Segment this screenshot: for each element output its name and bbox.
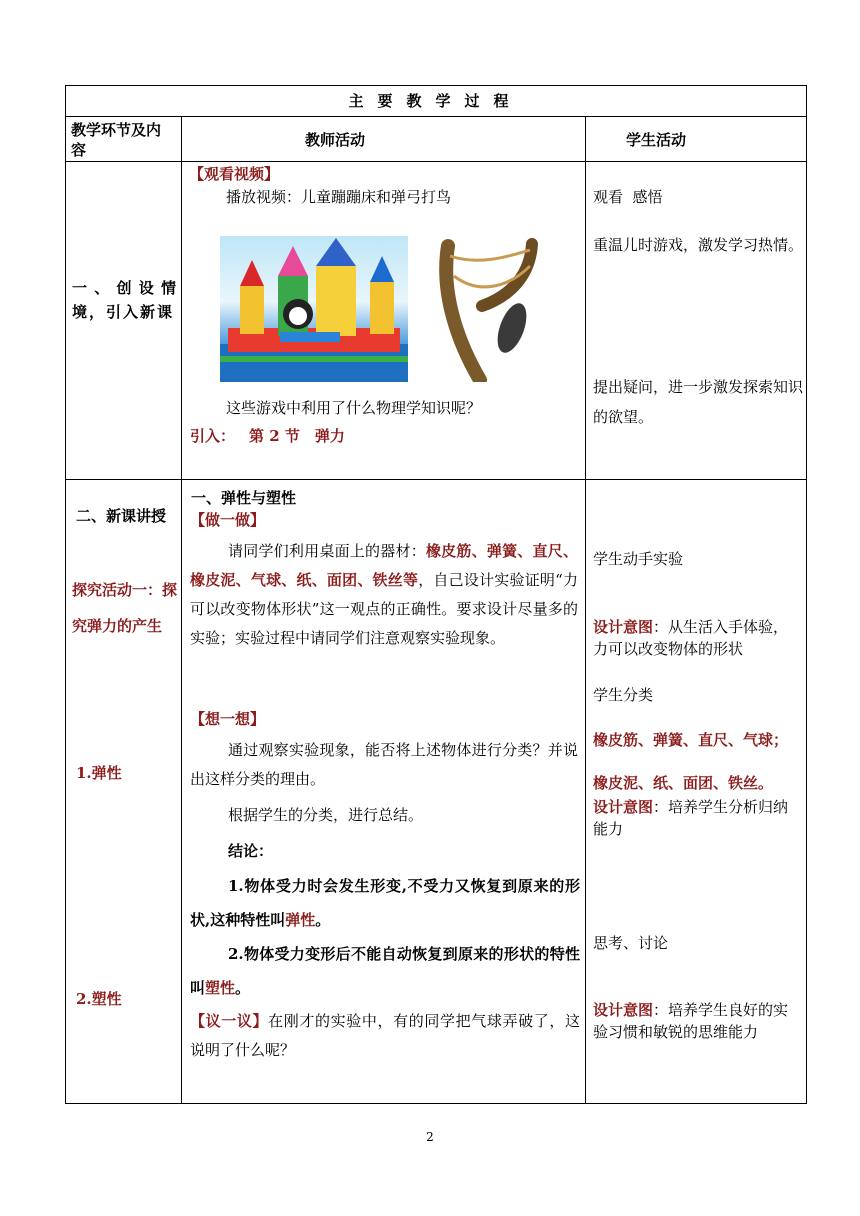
item-plasticity: 2.塑性 xyxy=(76,990,122,1008)
summary-line: 根据学生的分类，进行总结。 xyxy=(228,806,424,824)
bouncy-castle-image xyxy=(220,236,408,382)
header-stage: 教学环节及内容 xyxy=(71,121,162,159)
elastic-group: 橡皮筋、弹簧、直尺、气球； xyxy=(593,731,789,749)
intent-two: 设计意图：培养学生分析归纳能力 xyxy=(593,798,789,838)
conclusion-plasticity: 2.物体受力变形后不能自动恢复到原来的形状的特性叫塑性。 xyxy=(190,945,580,997)
think-prompt: 通过观察实验现象，能否将上述物体进行分类？并说出这样分类的理由。 xyxy=(190,741,578,788)
tag-watch-video: 【观看视频】 xyxy=(189,165,280,183)
intro-label: 引入： xyxy=(190,427,236,445)
video-description: 播放视频：儿童蹦蹦床和弹弓打鸟 xyxy=(226,188,452,206)
student-experiment: 学生动手实验 xyxy=(593,550,684,568)
header-student: 学生活动 xyxy=(626,131,687,149)
student-question: 提出疑问，进一步激发探索知识的欲望。 xyxy=(593,378,804,426)
intent-three: 设计意图：培养学生良好的实验习惯和敏锐的思维能力 xyxy=(593,1001,789,1041)
item-elasticity: 1.弹性 xyxy=(76,764,122,782)
heading-elastic-plastic: 一、弹性与塑性 xyxy=(191,489,297,507)
header-teacher: 教师活动 xyxy=(305,131,366,149)
tag-think: 【想一想】 xyxy=(190,710,266,728)
materials-list: 橡皮筋、弹簧、直尺、橡皮泥、气球、纸、面团、铁丝等 xyxy=(190,542,578,589)
plastic-group: 橡皮泥、纸、面团、铁丝。 xyxy=(593,774,774,792)
table-title: 主要教学过程 xyxy=(348,92,523,110)
student-watch: 观看 感悟 xyxy=(593,188,663,206)
conclusion-elasticity: 1.物体受力时会发生形变,不受力又恢复到原来的形状,这种特性叫弹性。 xyxy=(190,877,580,929)
section1-stage: 一、创设情境，引入新课 xyxy=(72,279,178,321)
conclusion-label: 结论： xyxy=(228,842,274,860)
student-classify: 学生分类 xyxy=(593,686,654,704)
page-number: 2 xyxy=(426,1130,434,1144)
keyword-plasticity: 塑性 xyxy=(205,979,236,997)
keyword-elasticity: 弹性 xyxy=(285,911,316,929)
discuss-prompt: 【议一议】在刚才的实验中，有的同学把气球弄破了，这说明了什么呢？ xyxy=(190,1012,580,1059)
intent-one: 设计意图：从生活入手体验，力可以改变物体的形状 xyxy=(593,618,789,658)
student-recall: 重温儿时游戏，激发学习热情。 xyxy=(593,236,804,254)
activity-one: 探究活动一：探究弹力的产生 xyxy=(72,581,178,635)
physics-question: 这些游戏中利用了什么物理学知识呢？ xyxy=(226,399,482,417)
student-discuss: 思考、讨论 xyxy=(593,934,669,952)
tag-discuss: 【议一议】 xyxy=(190,1012,269,1030)
slingshot-image xyxy=(420,236,548,382)
do-instructions: 请同学们利用桌面上的器材：橡皮筋、弹簧、直尺、橡皮泥、气球、纸、面团、铁丝等，自己设计实验证明“力可以改变物体形状”这一观点的正确性。要求设计尽量多的实验；实验过程中请同学们注意观察实验现象。 xyxy=(190,542,578,647)
section2-stage: 二、新课讲授 xyxy=(76,507,167,525)
tag-do: 【做一做】 xyxy=(190,511,266,529)
lesson-title: 第 2 节 弹力 xyxy=(249,427,345,445)
